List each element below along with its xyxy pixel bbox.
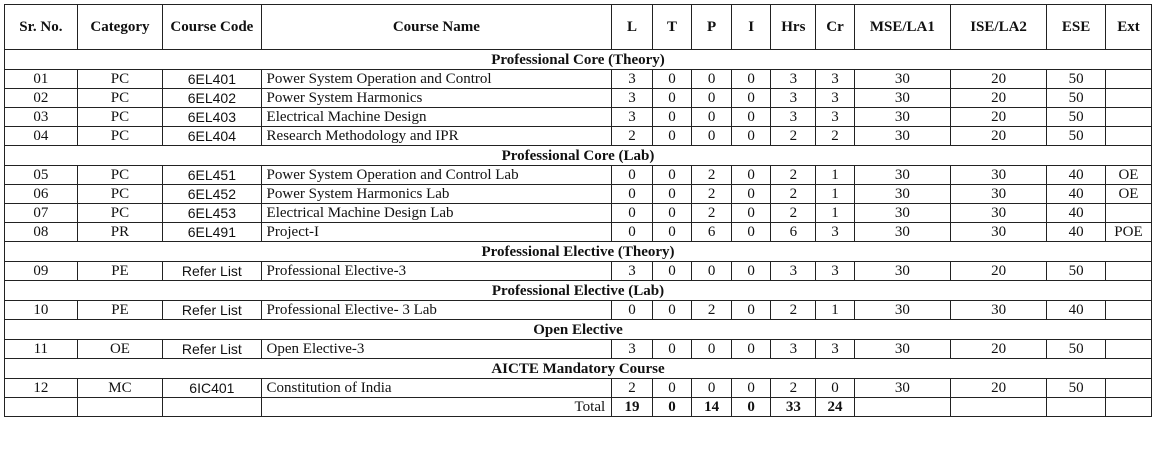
total-hrs: 33 <box>771 398 816 417</box>
cell-ext <box>1105 89 1151 108</box>
cell-course-code: Refer List <box>163 301 261 320</box>
cell-ese: 50 <box>1047 262 1106 281</box>
cell-p: 2 <box>692 166 732 185</box>
section-title: Open Elective <box>5 320 1152 340</box>
cell-cr: 3 <box>816 340 854 359</box>
total-cr: 24 <box>816 398 854 417</box>
cell-ext <box>1105 379 1151 398</box>
header-row <box>5 5 1152 50</box>
cell-i: 0 <box>731 379 771 398</box>
cell-ese: 50 <box>1047 108 1106 127</box>
section-header-row <box>5 359 1152 379</box>
cell-course-name: Power System Harmonics <box>261 89 612 108</box>
table-row <box>5 340 1152 359</box>
total-empty-cell <box>77 398 163 417</box>
cell-mse-la1: 30 <box>854 301 950 320</box>
cell-category: PC <box>77 70 163 89</box>
cell-t: 0 <box>652 223 692 242</box>
cell-mse-la1: 30 <box>854 223 950 242</box>
section-title: Professional Elective (Lab) <box>5 281 1152 301</box>
cell-ext <box>1105 70 1151 89</box>
table-row <box>5 185 1152 204</box>
cell-hrs: 3 <box>771 340 816 359</box>
cell-t: 0 <box>652 108 692 127</box>
cell-cr: 3 <box>816 108 854 127</box>
cell-hrs: 3 <box>771 262 816 281</box>
cell-ise-la2: 30 <box>950 166 1046 185</box>
cell-cr: 3 <box>816 70 854 89</box>
cell-p: 6 <box>692 223 732 242</box>
cell-l: 2 <box>612 379 653 398</box>
cell-course-name: Power System Harmonics Lab <box>261 185 612 204</box>
cell-mse-la1: 30 <box>854 108 950 127</box>
header-mse-la1: MSE/LA1 <box>854 5 950 50</box>
cell-l: 0 <box>612 223 653 242</box>
total-p: 14 <box>692 398 732 417</box>
cell-ext <box>1105 204 1151 223</box>
cell-category: PE <box>77 301 163 320</box>
cell-hrs: 2 <box>771 127 816 146</box>
table-row <box>5 379 1152 398</box>
cell-sr-no: 02 <box>5 89 78 108</box>
cell-course-code: 6EL453 <box>163 204 261 223</box>
cell-hrs: 3 <box>771 108 816 127</box>
cell-course-code: Refer List <box>163 262 261 281</box>
table-header <box>5 5 1152 50</box>
cell-course-name: Electrical Machine Design Lab <box>261 204 612 223</box>
cell-cr: 1 <box>816 301 854 320</box>
cell-course-name: Power System Operation and Control <box>261 70 612 89</box>
section-title: Professional Core (Theory) <box>5 50 1152 70</box>
total-empty-cell <box>5 398 78 417</box>
cell-ise-la2: 30 <box>950 223 1046 242</box>
cell-ise-la2: 30 <box>950 301 1046 320</box>
cell-category: PC <box>77 89 163 108</box>
cell-course-code: 6EL452 <box>163 185 261 204</box>
cell-course-code: 6EL404 <box>163 127 261 146</box>
cell-p: 0 <box>692 127 732 146</box>
cell-p: 2 <box>692 204 732 223</box>
cell-l: 3 <box>612 108 653 127</box>
cell-cr: 3 <box>816 223 854 242</box>
cell-ext <box>1105 340 1151 359</box>
header-ext: Ext <box>1105 5 1151 50</box>
total-l: 19 <box>612 398 653 417</box>
cell-course-name: Constitution of India <box>261 379 612 398</box>
cell-course-code: 6IC401 <box>163 379 261 398</box>
cell-ese: 50 <box>1047 379 1106 398</box>
cell-p: 0 <box>692 70 732 89</box>
cell-ext: OE <box>1105 166 1151 185</box>
total-empty-cell <box>1047 398 1106 417</box>
course-structure-table <box>4 4 1152 417</box>
cell-ese: 50 <box>1047 340 1106 359</box>
cell-t: 0 <box>652 70 692 89</box>
cell-t: 0 <box>652 204 692 223</box>
cell-course-name: Professional Elective- 3 Lab <box>261 301 612 320</box>
cell-course-name: Open Elective-3 <box>261 340 612 359</box>
cell-course-name: Electrical Machine Design <box>261 108 612 127</box>
table-row <box>5 89 1152 108</box>
cell-category: MC <box>77 379 163 398</box>
cell-hrs: 6 <box>771 223 816 242</box>
section-title: Professional Elective (Theory) <box>5 242 1152 262</box>
cell-course-code: 6EL403 <box>163 108 261 127</box>
cell-p: 0 <box>692 340 732 359</box>
cell-mse-la1: 30 <box>854 70 950 89</box>
cell-sr-no: 07 <box>5 204 78 223</box>
cell-ise-la2: 20 <box>950 262 1046 281</box>
cell-l: 3 <box>612 89 653 108</box>
header-i: I <box>731 5 771 50</box>
cell-ise-la2: 20 <box>950 70 1046 89</box>
cell-i: 0 <box>731 108 771 127</box>
cell-hrs: 3 <box>771 89 816 108</box>
cell-category: PC <box>77 108 163 127</box>
table-row <box>5 223 1152 242</box>
cell-ise-la2: 20 <box>950 127 1046 146</box>
cell-cr: 0 <box>816 379 854 398</box>
cell-cr: 3 <box>816 89 854 108</box>
cell-course-code: 6EL451 <box>163 166 261 185</box>
total-label: Total <box>261 398 612 417</box>
cell-mse-la1: 30 <box>854 204 950 223</box>
total-empty-cell <box>950 398 1046 417</box>
cell-hrs: 2 <box>771 379 816 398</box>
header-course-code: Course Code <box>163 5 261 50</box>
total-row <box>5 398 1152 417</box>
cell-sr-no: 08 <box>5 223 78 242</box>
cell-sr-no: 06 <box>5 185 78 204</box>
header-l: L <box>612 5 653 50</box>
cell-ise-la2: 30 <box>950 185 1046 204</box>
cell-sr-no: 12 <box>5 379 78 398</box>
cell-cr: 3 <box>816 262 854 281</box>
cell-category: OE <box>77 340 163 359</box>
cell-mse-la1: 30 <box>854 89 950 108</box>
cell-ese: 50 <box>1047 127 1106 146</box>
cell-cr: 1 <box>816 185 854 204</box>
cell-i: 0 <box>731 185 771 204</box>
header-cr: Cr <box>816 5 854 50</box>
cell-category: PC <box>77 127 163 146</box>
cell-i: 0 <box>731 223 771 242</box>
cell-hrs: 2 <box>771 166 816 185</box>
cell-category: PC <box>77 204 163 223</box>
cell-p: 0 <box>692 108 732 127</box>
cell-p: 0 <box>692 262 732 281</box>
cell-i: 0 <box>731 340 771 359</box>
cell-ise-la2: 30 <box>950 204 1046 223</box>
cell-l: 3 <box>612 70 653 89</box>
cell-hrs: 2 <box>771 204 816 223</box>
cell-t: 0 <box>652 301 692 320</box>
cell-ext <box>1105 127 1151 146</box>
cell-sr-no: 03 <box>5 108 78 127</box>
section-header-row <box>5 50 1152 70</box>
cell-ext: OE <box>1105 185 1151 204</box>
cell-ext: POE <box>1105 223 1151 242</box>
cell-l: 0 <box>612 166 653 185</box>
cell-ext <box>1105 301 1151 320</box>
cell-ese: 40 <box>1047 204 1106 223</box>
cell-hrs: 3 <box>771 70 816 89</box>
cell-ise-la2: 20 <box>950 340 1046 359</box>
header-t: T <box>652 5 692 50</box>
cell-i: 0 <box>731 204 771 223</box>
cell-category: PC <box>77 166 163 185</box>
cell-mse-la1: 30 <box>854 262 950 281</box>
cell-category: PC <box>77 185 163 204</box>
cell-l: 0 <box>612 301 653 320</box>
table-row <box>5 204 1152 223</box>
cell-mse-la1: 30 <box>854 127 950 146</box>
header-ese: ESE <box>1047 5 1106 50</box>
total-empty-cell <box>163 398 261 417</box>
header-p: P <box>692 5 732 50</box>
total-empty-cell <box>854 398 950 417</box>
cell-hrs: 2 <box>771 185 816 204</box>
cell-mse-la1: 30 <box>854 185 950 204</box>
cell-t: 0 <box>652 340 692 359</box>
cell-i: 0 <box>731 166 771 185</box>
cell-t: 0 <box>652 185 692 204</box>
header-sr-no: Sr. No. <box>5 5 78 50</box>
course-structure-table-container <box>4 4 1152 417</box>
header-course-name: Course Name <box>261 5 612 50</box>
cell-ese: 40 <box>1047 166 1106 185</box>
cell-cr: 2 <box>816 127 854 146</box>
cell-t: 0 <box>652 262 692 281</box>
cell-sr-no: 11 <box>5 340 78 359</box>
cell-ese: 40 <box>1047 185 1106 204</box>
cell-ese: 50 <box>1047 89 1106 108</box>
cell-l: 0 <box>612 204 653 223</box>
cell-p: 2 <box>692 301 732 320</box>
cell-cr: 1 <box>816 204 854 223</box>
cell-mse-la1: 30 <box>854 166 950 185</box>
section-header-row <box>5 320 1152 340</box>
cell-course-name: Professional Elective-3 <box>261 262 612 281</box>
cell-ise-la2: 20 <box>950 89 1046 108</box>
section-title: Professional Core (Lab) <box>5 146 1152 166</box>
cell-sr-no: 09 <box>5 262 78 281</box>
cell-ese: 40 <box>1047 301 1106 320</box>
cell-course-code: 6EL491 <box>163 223 261 242</box>
cell-t: 0 <box>652 127 692 146</box>
cell-i: 0 <box>731 89 771 108</box>
table-row <box>5 70 1152 89</box>
cell-p: 0 <box>692 379 732 398</box>
cell-ese: 40 <box>1047 223 1106 242</box>
cell-mse-la1: 30 <box>854 379 950 398</box>
cell-ise-la2: 20 <box>950 108 1046 127</box>
cell-sr-no: 04 <box>5 127 78 146</box>
header-category: Category <box>77 5 163 50</box>
table-row <box>5 166 1152 185</box>
cell-sr-no: 01 <box>5 70 78 89</box>
cell-course-name: Research Methodology and IPR <box>261 127 612 146</box>
cell-p: 2 <box>692 185 732 204</box>
section-header-row <box>5 146 1152 166</box>
section-header-row <box>5 281 1152 301</box>
cell-cr: 1 <box>816 166 854 185</box>
cell-l: 3 <box>612 340 653 359</box>
cell-sr-no: 10 <box>5 301 78 320</box>
cell-ese: 50 <box>1047 70 1106 89</box>
cell-ise-la2: 20 <box>950 379 1046 398</box>
total-empty-cell <box>1105 398 1151 417</box>
header-ise-la2: ISE/LA2 <box>950 5 1046 50</box>
cell-category: PE <box>77 262 163 281</box>
cell-course-name: Project-I <box>261 223 612 242</box>
cell-t: 0 <box>652 166 692 185</box>
table-row <box>5 262 1152 281</box>
cell-course-code: 6EL401 <box>163 70 261 89</box>
table-row <box>5 127 1152 146</box>
section-title: AICTE Mandatory Course <box>5 359 1152 379</box>
header-hrs: Hrs <box>771 5 816 50</box>
cell-course-code: Refer List <box>163 340 261 359</box>
cell-course-name: Power System Operation and Control Lab <box>261 166 612 185</box>
table-row <box>5 108 1152 127</box>
table-row <box>5 301 1152 320</box>
cell-i: 0 <box>731 70 771 89</box>
cell-course-code: 6EL402 <box>163 89 261 108</box>
cell-category: PR <box>77 223 163 242</box>
cell-i: 0 <box>731 262 771 281</box>
cell-l: 0 <box>612 185 653 204</box>
cell-sr-no: 05 <box>5 166 78 185</box>
section-header-row <box>5 242 1152 262</box>
cell-t: 0 <box>652 379 692 398</box>
cell-t: 0 <box>652 89 692 108</box>
cell-i: 0 <box>731 127 771 146</box>
total-t: 0 <box>652 398 692 417</box>
cell-ext <box>1105 262 1151 281</box>
total-i: 0 <box>731 398 771 417</box>
cell-ext <box>1105 108 1151 127</box>
cell-i: 0 <box>731 301 771 320</box>
cell-p: 0 <box>692 89 732 108</box>
cell-l: 2 <box>612 127 653 146</box>
table-body <box>5 50 1152 417</box>
cell-mse-la1: 30 <box>854 340 950 359</box>
cell-hrs: 2 <box>771 301 816 320</box>
cell-l: 3 <box>612 262 653 281</box>
